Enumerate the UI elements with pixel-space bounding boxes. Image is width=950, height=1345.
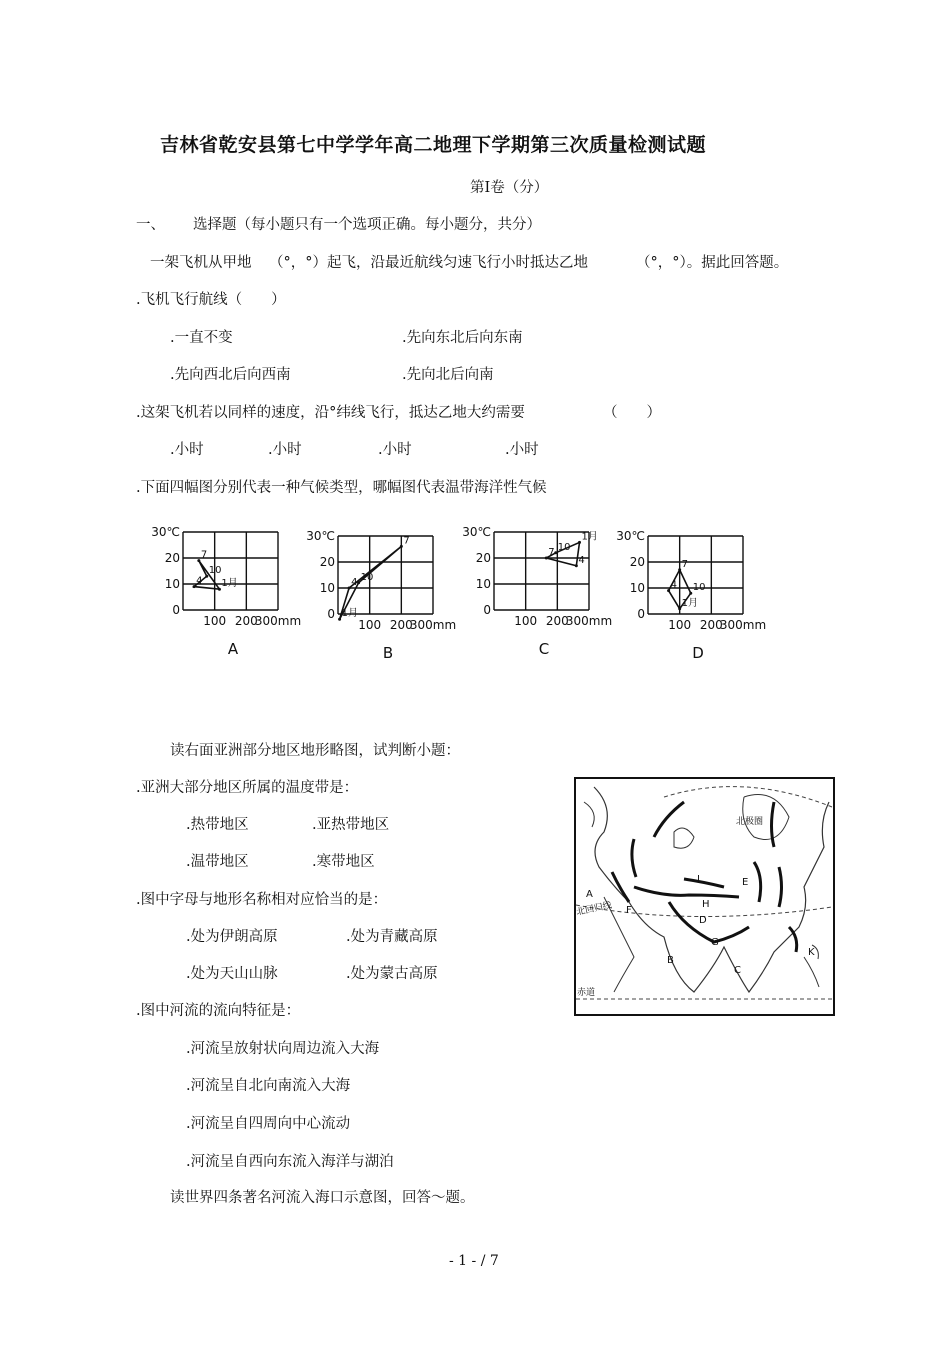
climate-chart-a <box>151 512 323 666</box>
data-point-label: 10 <box>360 571 374 583</box>
x-tick-label: 300mm <box>565 614 613 628</box>
map-letter: B <box>667 955 674 966</box>
q1-option: .先向北后向南 <box>402 367 494 383</box>
q5-option: .处为伊朗高原 <box>186 929 278 945</box>
intro-1c: （°，°）。据此回答题。 <box>636 255 789 271</box>
x-tick-label: 100 <box>514 614 538 628</box>
x-tick-label: 300mm <box>254 614 302 628</box>
data-point-label: 7 <box>200 549 208 561</box>
map-letter: E <box>742 877 749 888</box>
y-tick-label: 30℃ <box>151 525 180 539</box>
map-letter: D <box>699 915 707 926</box>
y-tick-label: 10 <box>629 581 645 595</box>
chart-caption: B <box>382 644 394 662</box>
asia-terrain-map <box>574 777 835 1016</box>
part-heading: 选择题（每小题只有一个选项正确。每小题分，共分） <box>193 217 541 233</box>
y-tick-label: 10 <box>164 577 180 591</box>
q4-option: .热带地区 <box>186 817 249 833</box>
y-tick-label: 20 <box>164 551 180 565</box>
intro-1a: 一架飞机从甲地 <box>150 255 252 271</box>
q1-option: .先向东北后向东南 <box>402 330 523 346</box>
section-heading: 第Ⅰ卷（分） <box>470 180 549 196</box>
y-tick-label: 10 <box>475 577 491 591</box>
data-point-label: 7 <box>681 558 689 570</box>
y-tick-label: 0 <box>637 607 645 621</box>
intro-1b: （°，°）起飞，沿最近航线匀速飞行小时抵达乙地 <box>269 255 588 271</box>
y-tick-label: 0 <box>327 607 335 621</box>
data-point-label: 10 <box>692 582 706 594</box>
q6-option: .河流呈自北向南流入大海 <box>186 1078 351 1094</box>
data-point-label: 7 <box>548 547 555 558</box>
intro-3: 读世界四条著名河流入海口示意图，回答～题。 <box>170 1190 475 1206</box>
page-number: - 1 - / 7 <box>449 1253 499 1269</box>
map-letter: A <box>586 889 593 900</box>
q5-option: .处为青藏高原 <box>346 929 438 945</box>
tropic-label: 北回归线 <box>575 900 613 918</box>
x-tick-label: 200 <box>389 618 413 632</box>
data-point-label: 1月 <box>681 597 699 609</box>
q2-option: .小时 <box>170 442 204 458</box>
part-number: 一、 <box>136 217 165 233</box>
equator-label: 赤道 <box>577 988 596 998</box>
data-point-label: 10 <box>557 541 571 553</box>
q5-option: .处为天山山脉 <box>186 966 278 982</box>
y-tick-label: 30℃ <box>306 529 335 543</box>
data-point-label: 1月 <box>581 531 598 543</box>
chart-caption: C <box>538 640 550 658</box>
y-tick-label: 30℃ <box>462 525 491 539</box>
question-4: .亚洲大部分地区所属的温度带是： <box>136 780 359 796</box>
data-point-label: 7 <box>403 535 410 547</box>
q1-option: .一直不变 <box>170 330 233 346</box>
q1-option: .先向西北后向西南 <box>170 367 291 383</box>
map-letter: F <box>626 905 632 916</box>
q6-option: .河流呈放射状向周边流入大海 <box>186 1041 380 1057</box>
x-tick-label: 100 <box>203 614 227 628</box>
y-tick-label: 0 <box>483 603 491 617</box>
question-5: .图中字母与地形名称相对应恰当的是： <box>136 892 388 908</box>
x-tick-label: 200 <box>545 614 569 628</box>
q2-option: .小时 <box>268 442 302 458</box>
map-letter: K <box>808 947 815 958</box>
climate-chart-b <box>306 516 478 670</box>
answer-paren: （ ） <box>603 405 661 421</box>
data-point-label: 4 <box>578 554 585 566</box>
x-tick-label: 300mm <box>409 618 457 632</box>
question-6: .图中河流的流向特征是： <box>136 1003 301 1019</box>
y-tick-label: 0 <box>172 603 180 617</box>
q6-option: .河流呈自西向东流入海洋与湖泊 <box>186 1154 394 1170</box>
data-point-label: 4 <box>670 579 677 591</box>
q5-option: .处为蒙古高原 <box>346 966 438 982</box>
q2-option: .小时 <box>378 442 412 458</box>
climate-chart-c <box>462 512 634 666</box>
x-tick-label: 200 <box>234 614 258 628</box>
map-letter: H <box>702 899 710 910</box>
arctic-circle-label: 北极圈 <box>736 817 764 827</box>
y-tick-label: 10 <box>319 581 335 595</box>
chart-caption: A <box>227 640 239 658</box>
data-point-label: 4 <box>196 575 203 587</box>
intro-2: 读右面亚洲部分地区地形略图，试判断小题： <box>170 743 460 759</box>
question-2: .这架飞机若以同样的速度，沿°纬线飞行，抵达乙地大约需要 <box>136 405 525 421</box>
map-letter: C <box>734 965 741 976</box>
data-point-label: 1月 <box>221 578 238 590</box>
chart-caption: D <box>692 644 704 662</box>
question-1: .飞机飞行航线（ ） <box>136 292 286 308</box>
y-tick-label: 20 <box>475 551 491 565</box>
q4-option: .亚热带地区 <box>312 817 390 833</box>
x-tick-label: 200 <box>699 618 723 632</box>
y-tick-label: 20 <box>629 555 645 569</box>
data-point-label: 10 <box>208 565 222 577</box>
y-tick-label: 20 <box>319 555 335 569</box>
q2-option: .小时 <box>505 442 539 458</box>
y-tick-label: 30℃ <box>616 529 645 543</box>
data-point-label: 4 <box>351 577 358 588</box>
question-3: .下面四幅图分别代表一种气候类型，哪幅图代表温带海洋性气候 <box>136 480 547 496</box>
q6-option: .河流呈自四周向中心流动 <box>186 1116 351 1132</box>
page-title: 吉林省乾安县第七中学学年高二地理下学期第三次质量检测试题 <box>160 134 707 156</box>
x-tick-label: 100 <box>358 618 382 632</box>
climate-chart-d <box>616 516 788 670</box>
q4-option: .温带地区 <box>186 854 249 870</box>
map-letter: I <box>697 874 700 885</box>
map-letter: G <box>711 937 719 948</box>
x-tick-label: 100 <box>668 618 692 632</box>
q4-option: .寒带地区 <box>312 854 375 870</box>
data-point-label: 1月 <box>341 608 358 620</box>
x-tick-label: 300mm <box>719 618 767 632</box>
